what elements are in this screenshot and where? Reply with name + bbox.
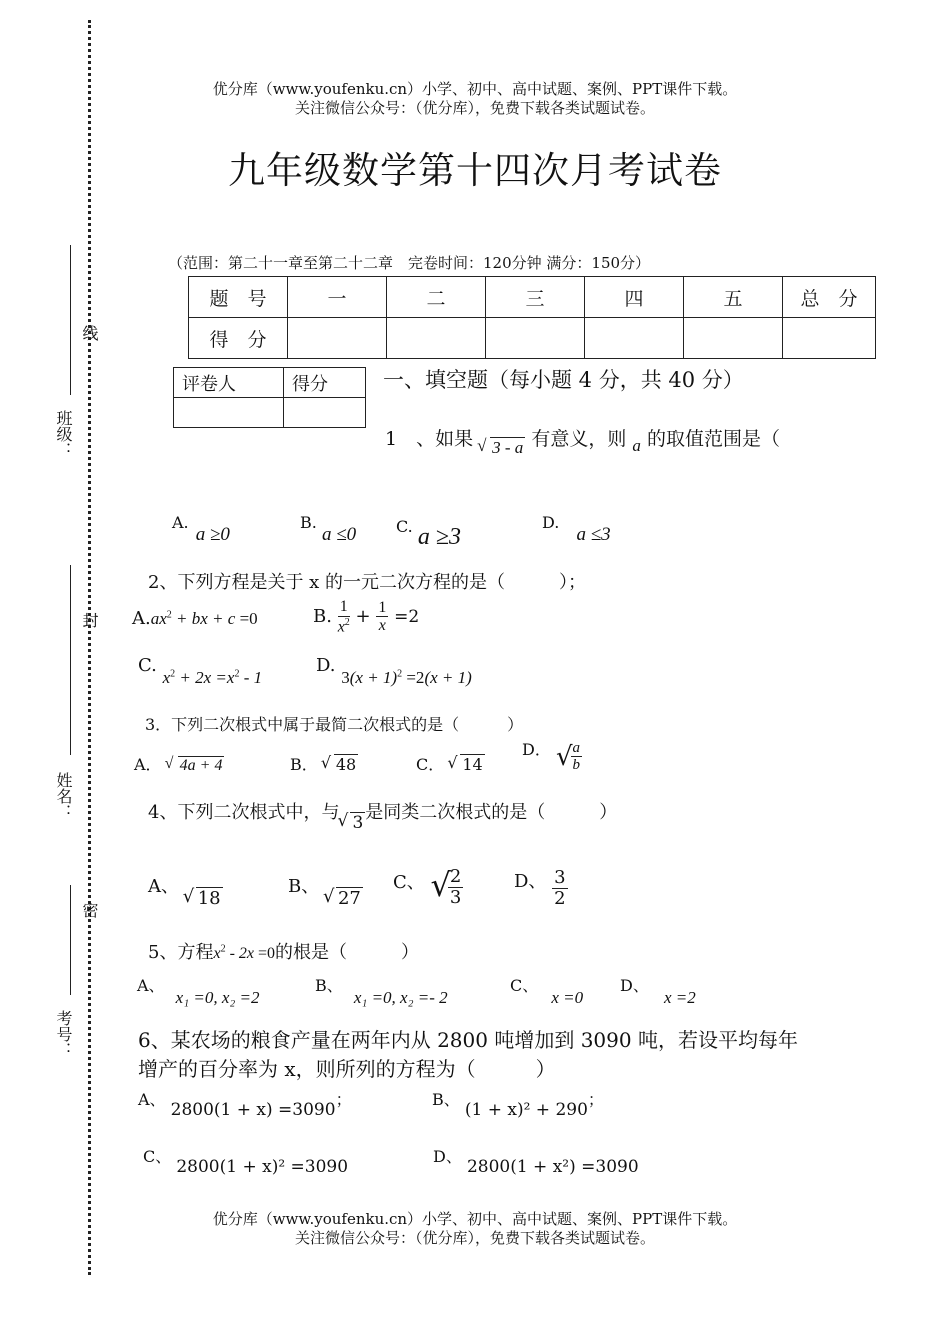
- option-expr: 2800(1 + x²) =3090: [466, 1157, 639, 1177]
- q6-line1: 6、某农场的粮食产量在两年内从 2800 吨增加到 3090 吨，若设平均每年: [138, 1028, 798, 1052]
- option-expr: a ≥3: [417, 524, 462, 550]
- radical-sign: √: [555, 742, 573, 772]
- q4-option-d: [514, 868, 568, 909]
- cell-score-label: 得 分: [189, 318, 288, 359]
- option-label: D、: [433, 1147, 462, 1166]
- q4-pre: 4、下列二次根式中，与: [148, 802, 340, 823]
- q1-mid: 有意义，则: [531, 428, 627, 450]
- q2-option-a: $A.ax^2$ + bx + c =0: [132, 608, 258, 629]
- q4-d-den: 2: [554, 887, 566, 909]
- option-expr: x =2: [663, 988, 696, 1007]
- q3-d-num: a: [572, 739, 581, 756]
- footer-line2: 关注微信公众号：（优分库），免费下载各类试题试卷。: [294, 1229, 655, 1247]
- option-label: B、: [288, 876, 320, 897]
- q3-d-den: b: [572, 757, 581, 773]
- q4-a-radicand: 18: [197, 888, 221, 909]
- option-label: A、: [148, 876, 179, 897]
- option-label: C、: [393, 872, 425, 893]
- score-cell: [684, 318, 783, 359]
- reviewer-label: 评卷人: [174, 368, 284, 398]
- option-label: A．: [134, 755, 162, 774]
- cell-part-3: 三: [486, 277, 585, 318]
- option-label: C、: [510, 976, 539, 995]
- q6-line2: 增产的百分率为 x，则所列的方程为（ ）: [138, 1057, 556, 1081]
- option-label: A.: [172, 513, 189, 532]
- option-label: C.: [396, 517, 413, 536]
- q6-option-d: [433, 1144, 639, 1177]
- option-label: C、: [143, 1147, 172, 1166]
- q5-stem: 5、方程$x^2 - 2x =0$的根是（ ）: [148, 942, 420, 963]
- binding-dotted-line: [88, 20, 91, 1275]
- option-tail: ；: [335, 1090, 352, 1109]
- q3-c-radicand: 14: [462, 755, 483, 774]
- exam-no-label: 考号：: [54, 1010, 73, 1058]
- q4-c-den: 3: [449, 886, 462, 908]
- q4-stem: [148, 798, 618, 833]
- q1-radical: [479, 438, 525, 458]
- q2-option-d: D. $3(x + 1)^2 =2(x + 1)$: [316, 655, 472, 687]
- option-label: D、: [514, 871, 547, 893]
- q4-d-num: 3: [554, 867, 566, 888]
- q3-b-radicand: 48: [335, 755, 357, 774]
- option-tail: ；: [587, 1090, 604, 1109]
- option-label: A、: [138, 1090, 166, 1109]
- cell-part-4: 四: [585, 277, 684, 318]
- option-label: B．: [290, 755, 318, 774]
- q2-stem: 2、下列方程是关于 x 的一元二次方程的是（ ）；: [148, 572, 587, 593]
- reviewer-score-cell: [284, 398, 366, 428]
- option-label: C.: [138, 655, 157, 676]
- q6-option-c: [143, 1144, 349, 1177]
- q6-option-a: [138, 1087, 352, 1120]
- option-label: D.: [542, 513, 560, 532]
- option-expr: a ≤0: [321, 524, 357, 545]
- q4-c-num: 2: [449, 865, 462, 887]
- option-label: C．: [416, 755, 445, 774]
- option-expr: 2800(1 + x)² =3090: [176, 1157, 349, 1177]
- q3-option-a: [134, 752, 224, 775]
- option-label: B、: [315, 976, 343, 995]
- q4-post: 是同类二次根式的是（ ）: [365, 802, 618, 823]
- cell-total: 总 分: [783, 277, 876, 318]
- cell-question-no: 题 号: [189, 277, 288, 318]
- footer-line1: 优分库（www.youfenku.cn）小学、初中、高中试题、案例、PPT课件下载。: [212, 1210, 738, 1228]
- page-title: 九年级数学第十四次月考试卷: [228, 149, 722, 192]
- q2-option-c: C. $x^2 + 2x =x^2 - 1$: [138, 655, 263, 687]
- q1-option-b: [300, 512, 357, 545]
- header-line1: 优分库（www.youfenku.cn）小学、初中、高中试题、案例、PPT课件下载。: [212, 80, 738, 98]
- class-label: 班级：: [54, 410, 73, 458]
- exam-scope: （范围：第二十一章至第二十二章 完卷时间：120分钟 满分：150分）: [168, 254, 651, 272]
- q5-option-a: [137, 973, 260, 1007]
- option-expr: (1 + x)² + 290: [464, 1100, 588, 1120]
- q1-option-c: [396, 512, 462, 550]
- q1-post: 的取值范围是（: [646, 428, 780, 450]
- q4-radicand: 3: [352, 813, 364, 833]
- option-expr: a ≥0: [195, 524, 230, 545]
- q2-option-b: B. $\frac{1}{x^2}$ + $\frac{1}{x}$ =2: [313, 598, 420, 635]
- seal-xian: 线: [80, 325, 99, 341]
- exam-no-blank-line: [70, 885, 71, 995]
- score-cell: [486, 318, 585, 359]
- option-label: B、: [432, 1090, 460, 1109]
- q4-b-radicand: 27: [337, 888, 361, 909]
- score-table-header-row: [189, 277, 876, 318]
- q1-var: a: [632, 436, 641, 455]
- option-label: A、: [137, 976, 165, 995]
- q5-pre: 5、方程: [148, 942, 214, 963]
- option-label: D、: [620, 976, 649, 995]
- q5-option-d: [620, 973, 696, 1007]
- score-table-score-row: [189, 318, 876, 359]
- q5-option-c: [510, 973, 584, 1007]
- q1-pre: 1 、如果: [385, 428, 474, 450]
- q4-option-c: [393, 866, 466, 911]
- name-blank-line: [70, 565, 71, 755]
- reviewer-table: [173, 367, 366, 428]
- radical-sign: √: [430, 866, 451, 904]
- section-1-heading: 一、填空题（每小题 4 分，共 40 分）: [383, 368, 744, 392]
- q4-option-b: [288, 872, 363, 909]
- q3-option-b: [290, 752, 358, 775]
- q1-radicand: 3 - a: [492, 438, 524, 457]
- q1-stem: [385, 424, 780, 457]
- option-label: B.: [300, 513, 317, 532]
- option-expr: x₁ =0, x₂ =- 2: [353, 988, 448, 1007]
- option-label: A.: [132, 608, 151, 629]
- cell-part-5: 五: [684, 277, 783, 318]
- q3-option-c: [416, 752, 485, 775]
- q1-option-d: [542, 512, 611, 545]
- score-cell: [585, 318, 684, 359]
- option-expr: x =0: [551, 988, 584, 1007]
- option-expr: x₁ =0, x₂ =2: [175, 988, 260, 1007]
- cell-part-1: 一: [288, 277, 387, 318]
- q1-option-a: [172, 512, 230, 545]
- score-table: [188, 276, 876, 359]
- q3-a-radicand: 4a + 4: [179, 757, 223, 774]
- q6-option-b: [432, 1087, 604, 1120]
- q3-option-d: [522, 739, 584, 778]
- cell-part-2: 二: [387, 277, 486, 318]
- q5-option-b: [315, 973, 448, 1007]
- reviewer-cell: [174, 398, 284, 428]
- class-blank-line: [70, 245, 71, 395]
- name-label: 姓名：: [54, 772, 73, 820]
- option-label: D.: [316, 655, 336, 676]
- option-expr: 2800(1 + x) =3090: [170, 1100, 336, 1120]
- q3-stem: 3．下列二次根式中属于最简二次根式的是（ ）: [145, 715, 524, 734]
- score-cell: [783, 318, 876, 359]
- seal-mi: 密: [80, 902, 99, 918]
- option-label: D．: [522, 740, 551, 759]
- q4-option-a: [148, 872, 223, 909]
- seal-feng: 封: [80, 612, 99, 628]
- score-cell: [387, 318, 486, 359]
- option-expr: a ≤3: [576, 524, 611, 545]
- option-label: B.: [313, 605, 332, 627]
- score-cell: [288, 318, 387, 359]
- q5-post: 的根是（ ）: [275, 942, 420, 963]
- header-line2: 关注微信公众号：（优分库），免费下载各类试题试卷。: [294, 99, 655, 117]
- reviewer-score-label: 得分: [284, 368, 366, 398]
